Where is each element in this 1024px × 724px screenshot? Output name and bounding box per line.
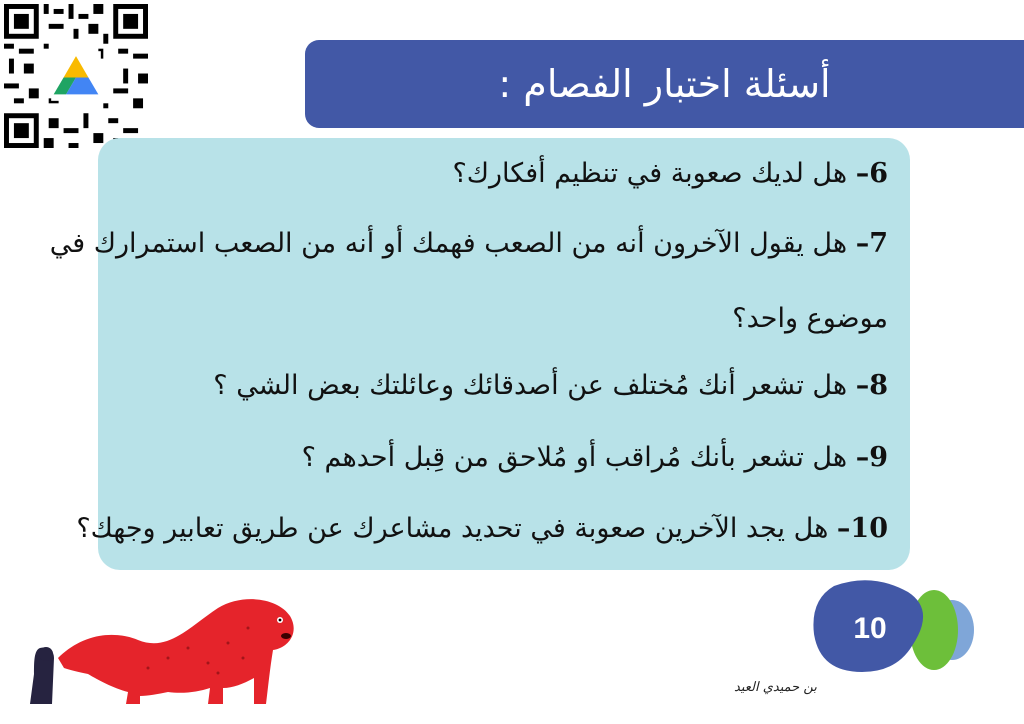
question-text: هل تشعر بأنك مُراقب أو مُلاحق من قِبل أحدهم ؟ [301,442,848,473]
question-6 [452,158,888,189]
question-number: 9– [855,442,888,473]
question-7-continued [732,303,888,334]
question-number: 10– [836,513,888,544]
question-text: هل تشعر أنك مُختلف عن أصدقائك وعائلتك بعض الشي ؟ [213,370,848,401]
title-banner [305,40,1024,128]
question-text: موضوع واحد؟ [732,303,888,334]
question-text: هل لديك صعوبة في تنظيم أفكارك؟ [452,158,848,189]
question-number: 6– [855,158,888,189]
question-text: هل يجد الآخرين صعوبة في تحديد مشاعرك عن طريق تعابير وجهك؟ [76,513,829,544]
question-number: 8– [855,370,888,401]
red-monster-illustration [18,588,308,710]
question-9 [302,442,888,473]
signature: بن حميدي العيد [734,680,817,695]
question-8 [213,370,888,401]
qr-code [4,4,148,148]
question-7 [50,228,888,259]
question-number: 7– [855,228,888,259]
page-title: أسئلة اختبار الفصام : [498,62,831,106]
google-drive-icon [51,51,101,101]
question-10 [76,513,888,544]
questions-panel [49,138,910,570]
page-number: 10 [853,612,887,645]
question-text: هل يقول الآخرون أنه من الصعب فهمك أو أنه من الصعب استمرارك في [49,228,848,259]
page-number-badge [812,576,984,676]
